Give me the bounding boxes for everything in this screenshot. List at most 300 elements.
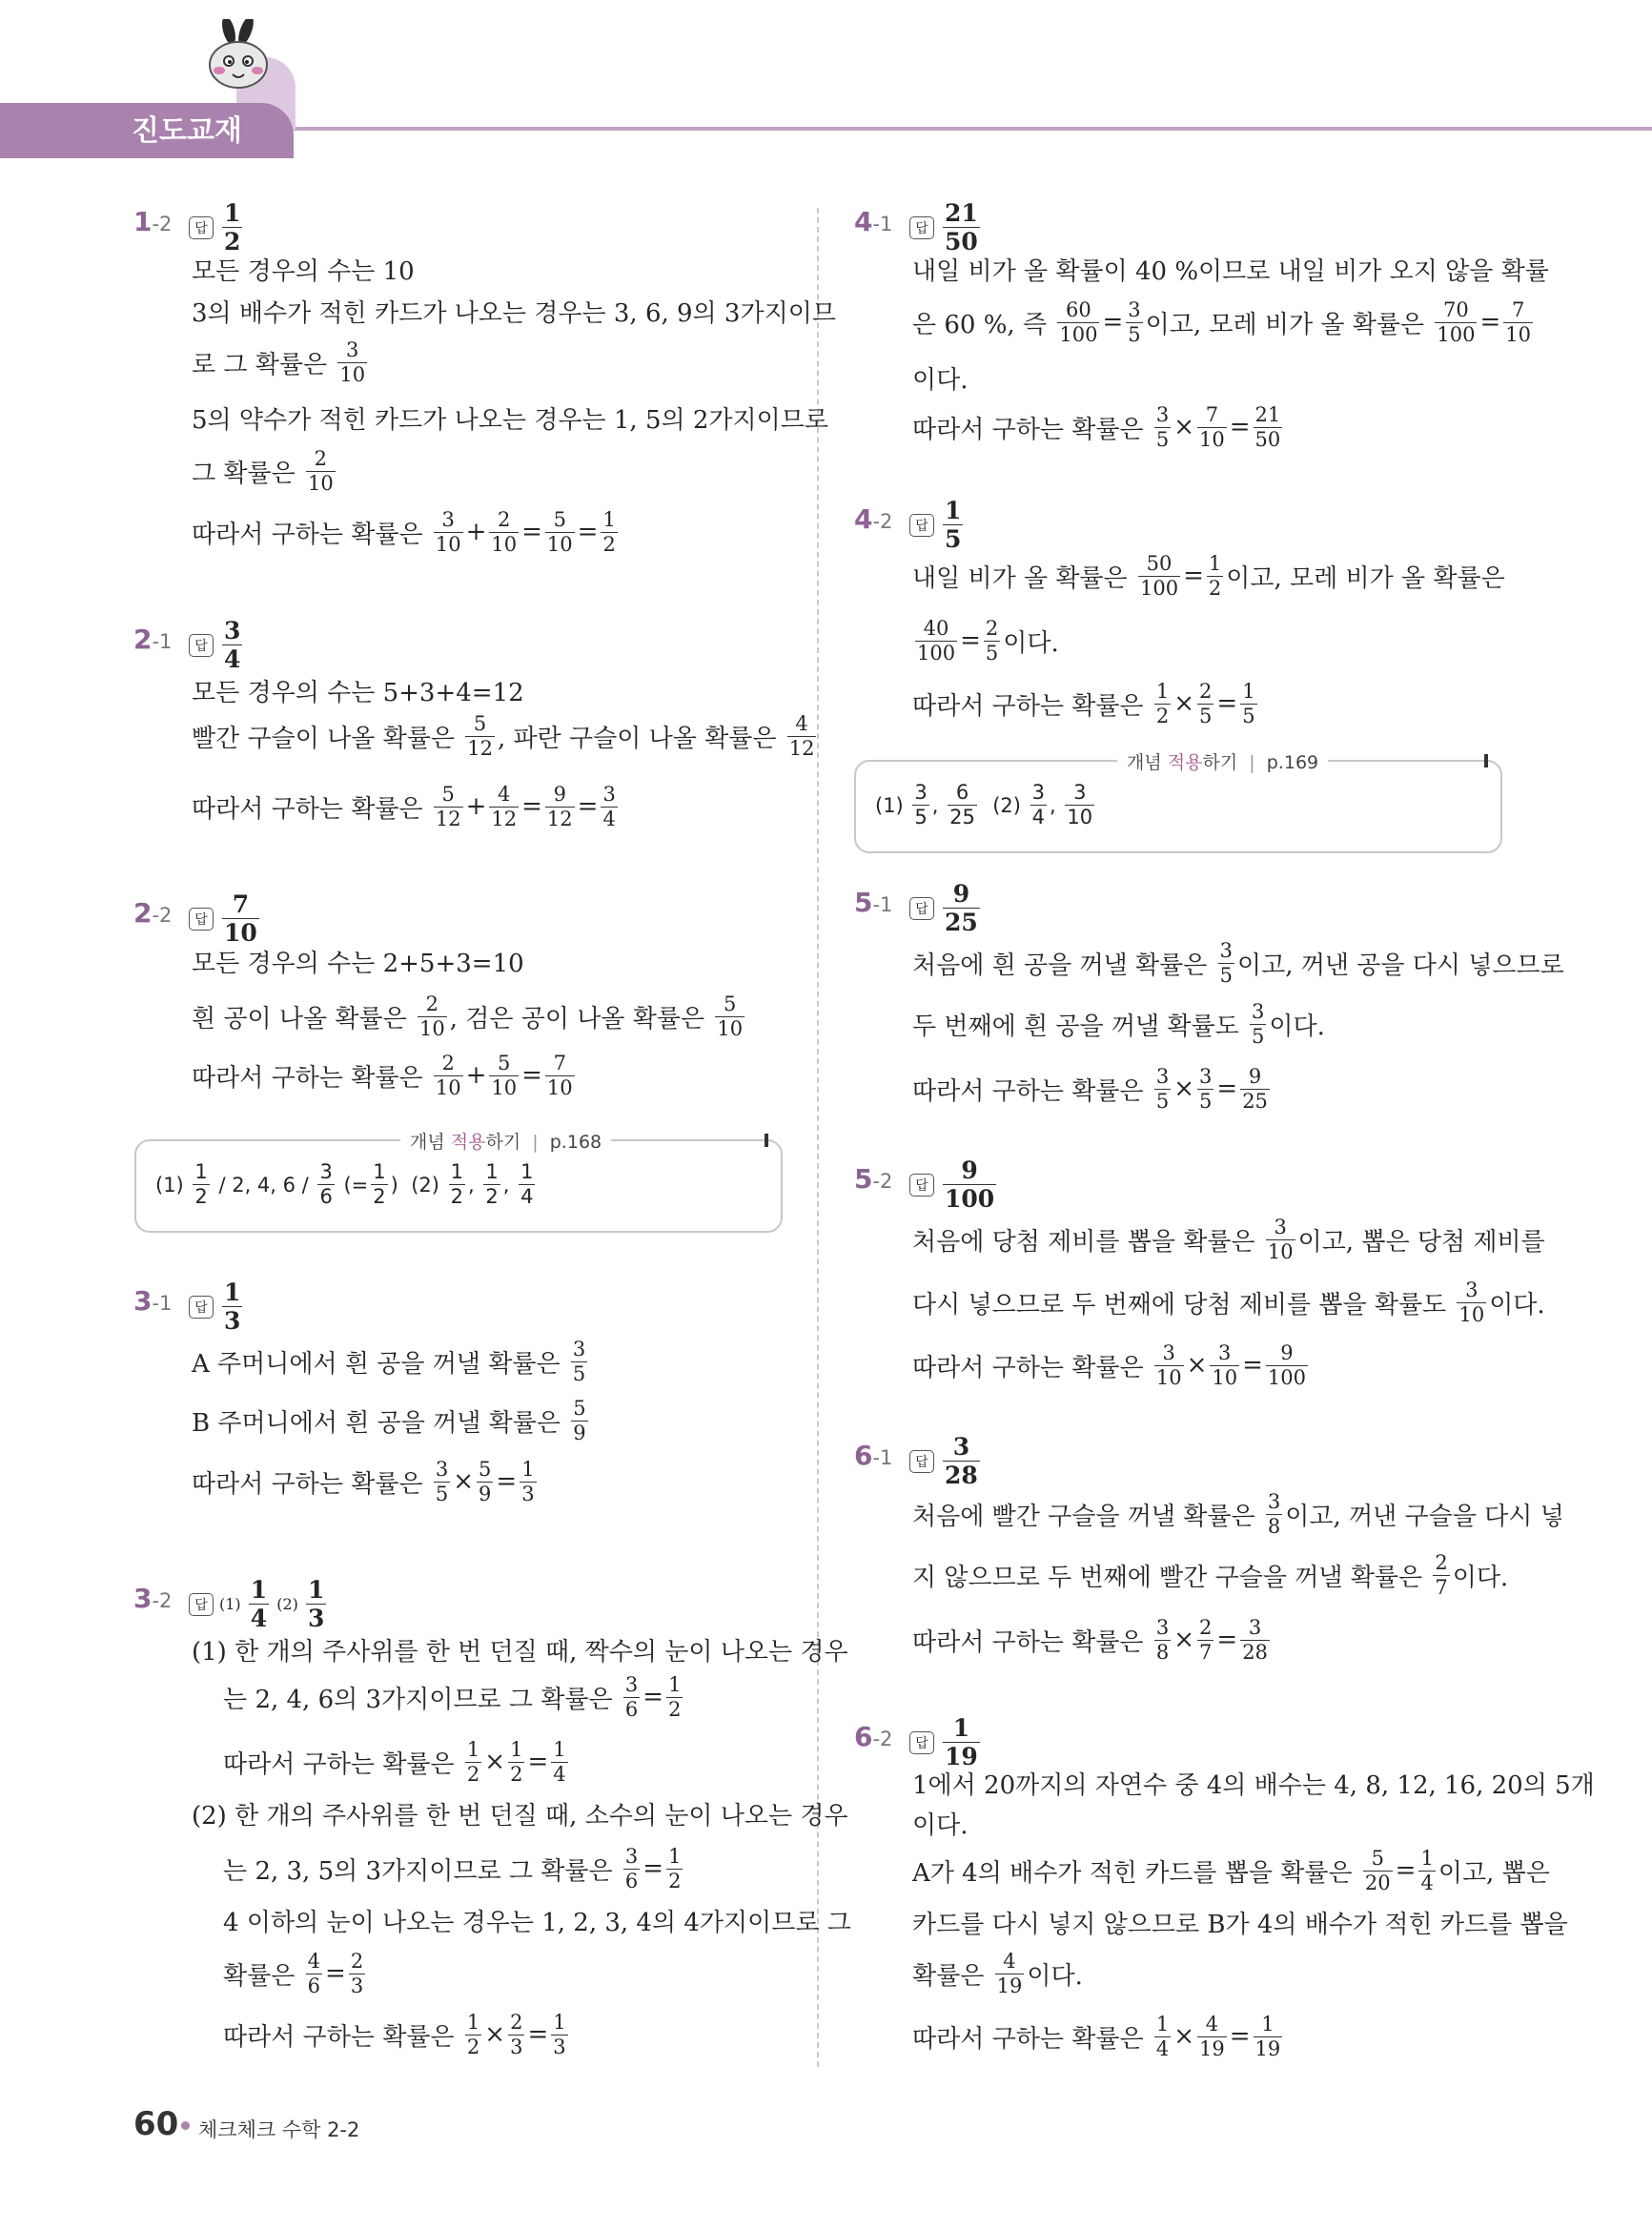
answer-mark-icon: 답 bbox=[909, 897, 934, 920]
numerator: 1 bbox=[1242, 679, 1255, 703]
denominator: 5 bbox=[1199, 704, 1213, 727]
numerator: 5 bbox=[498, 1051, 511, 1074]
solution-line bbox=[912, 1846, 1550, 1894]
fraction bbox=[1266, 1340, 1308, 1389]
text-run: 모든 경우의 수는 5+3+4=12 bbox=[192, 678, 524, 707]
fraction bbox=[306, 1578, 326, 1630]
solution-line bbox=[192, 1396, 591, 1444]
numerator: 3 bbox=[1073, 781, 1087, 804]
text-run: 따라서 구하는 확률은 bbox=[192, 1063, 431, 1093]
denominator: 12 bbox=[435, 807, 461, 830]
numerator: 1 bbox=[602, 507, 616, 531]
numerator: 3 bbox=[1219, 938, 1233, 962]
problem-number: 1-2 bbox=[133, 206, 173, 237]
fraction bbox=[601, 507, 617, 556]
text-run: 따라서 구하는 확률은 bbox=[912, 1627, 1152, 1657]
denominator: 4 bbox=[1155, 2036, 1170, 2060]
text-run: 따라서 구하는 확률은 bbox=[192, 1749, 462, 1779]
fraction bbox=[545, 782, 575, 830]
text-run: 두 번째에 흰 공을 꺼낼 확률도 bbox=[912, 1012, 1247, 1041]
fraction bbox=[545, 1051, 575, 1099]
numerator: 3 bbox=[624, 1844, 639, 1868]
text-run: 로 그 확률은 bbox=[192, 350, 336, 379]
numerator: 5 bbox=[573, 1396, 586, 1420]
numerator: 4 bbox=[1205, 2012, 1219, 2036]
fraction bbox=[984, 616, 1000, 665]
numerator: 1 bbox=[250, 1576, 268, 1604]
fraction bbox=[193, 1162, 209, 1207]
text-run: 이다. bbox=[1489, 1290, 1545, 1320]
text-run: 이다. bbox=[1003, 628, 1059, 658]
numerator: 9 bbox=[1248, 1064, 1262, 1088]
problem-number: 4-2 bbox=[854, 503, 893, 535]
fraction bbox=[249, 1578, 269, 1630]
numerator: 5 bbox=[553, 507, 566, 531]
text-run: + bbox=[465, 1061, 487, 1090]
fraction bbox=[1254, 2012, 1283, 2060]
text-run: 는 2, 3, 5의 3가지이므로 그 확률은 bbox=[192, 1856, 621, 1886]
solution-line bbox=[912, 1340, 1311, 1389]
answer-mark-icon: 답 bbox=[909, 1450, 934, 1473]
solution-line bbox=[192, 290, 836, 332]
fraction bbox=[465, 711, 495, 760]
solution-line bbox=[192, 711, 819, 760]
text-run: (2) bbox=[979, 793, 1028, 817]
text-run: (1) bbox=[155, 1173, 191, 1197]
denominator: 5 bbox=[1242, 704, 1255, 727]
text-run: × bbox=[484, 2020, 506, 2049]
header-rule bbox=[276, 127, 1652, 131]
answer-mark-icon: 답 bbox=[189, 216, 214, 239]
text-run: × bbox=[1173, 1626, 1195, 1654]
text-run: 5의 약수가 적힌 카드가 나오는 경우는 1, 5의 2가지이므로 bbox=[192, 405, 828, 435]
denominator: 4 bbox=[1420, 1871, 1434, 1894]
numerator: 4 bbox=[795, 711, 808, 735]
fraction bbox=[995, 1949, 1025, 1997]
denominator: 10 bbox=[491, 532, 518, 556]
numerator: 9 bbox=[961, 1156, 978, 1184]
numerator: 3 bbox=[319, 1160, 333, 1183]
numerator: 1 bbox=[1420, 1846, 1434, 1870]
fraction bbox=[1030, 783, 1047, 828]
denominator: 12 bbox=[546, 807, 573, 830]
numerator: 3 bbox=[224, 617, 241, 644]
denominator: 10 bbox=[435, 532, 461, 556]
text-run: 지 않으므로 두 번째에 빨간 구슬을 꺼낼 확률은 bbox=[912, 1563, 1431, 1592]
text-run: × bbox=[1173, 689, 1195, 718]
numerator: 3 bbox=[1267, 1489, 1281, 1513]
text-run: + bbox=[465, 518, 487, 546]
solution-line bbox=[192, 1899, 851, 1941]
denominator: 20 bbox=[1364, 1871, 1391, 1894]
fraction bbox=[601, 782, 617, 830]
fraction bbox=[222, 201, 242, 254]
fraction bbox=[434, 1457, 450, 1505]
denominator: 9 bbox=[479, 1482, 492, 1505]
solution-line bbox=[912, 1802, 969, 1844]
answer bbox=[909, 882, 983, 934]
answer-mark-icon: 답 bbox=[909, 216, 934, 239]
denominator: 6 bbox=[307, 1974, 321, 1997]
solution-line bbox=[192, 992, 747, 1040]
concept-apply-box bbox=[134, 1132, 783, 1233]
denominator: 2 bbox=[510, 1762, 523, 1786]
fraction bbox=[1207, 551, 1223, 600]
page-number: 60 bbox=[133, 2105, 179, 2143]
denominator: 100 bbox=[1059, 322, 1098, 346]
text-run: / 2, 4, 6 / bbox=[212, 1173, 316, 1197]
numerator: 2 bbox=[510, 2010, 523, 2034]
fraction bbox=[1418, 1846, 1435, 1894]
denominator: 3 bbox=[510, 2035, 523, 2058]
text-run: 확률은 bbox=[192, 1961, 303, 1991]
numerator: 2 bbox=[498, 507, 511, 531]
text-run: 따라서 구하는 확률은 bbox=[912, 2024, 1152, 2054]
denominator: 50 bbox=[945, 228, 978, 256]
numerator: 3 bbox=[624, 1672, 639, 1696]
text-run: 3의 배수가 적힌 카드가 나오는 경우는 3, 6, 9의 3가지이므 bbox=[192, 298, 836, 328]
denominator: 19 bbox=[945, 1743, 978, 1770]
denominator: 2 bbox=[1155, 704, 1170, 727]
text-run: 따라서 구하는 확률은 bbox=[912, 691, 1152, 721]
numerator: 21 bbox=[1254, 402, 1281, 426]
denominator: 9 bbox=[573, 1421, 586, 1444]
fraction bbox=[1435, 297, 1477, 346]
denominator: 10 bbox=[339, 362, 366, 386]
concept-apply-label: 개념 적용하기 | p.169 bbox=[1117, 748, 1328, 774]
numerator: 1 bbox=[521, 1457, 535, 1481]
text-run: 그 확률은 bbox=[192, 459, 303, 488]
fraction bbox=[371, 1162, 387, 1207]
denominator: 5 bbox=[1128, 322, 1141, 346]
text-run: , bbox=[502, 1173, 517, 1197]
numerator: 3 bbox=[1155, 1064, 1170, 1088]
solution-line bbox=[912, 1949, 1083, 1997]
text-run: = bbox=[325, 1959, 346, 1988]
numerator: 4 bbox=[307, 1949, 321, 1973]
fraction bbox=[1154, 2012, 1171, 2060]
fraction bbox=[1457, 1280, 1486, 1325]
text-run: 카드를 다시 넣지 않으므로 B가 4의 배수가 적힌 카드를 뽑을 bbox=[912, 1910, 1568, 1939]
numerator: 3 bbox=[1465, 1278, 1479, 1301]
text-run: 모든 경우의 수는 10 bbox=[192, 256, 415, 286]
denominator: 8 bbox=[1267, 1514, 1281, 1538]
answer-mark-icon: 답 bbox=[909, 1174, 934, 1197]
numerator: 1 bbox=[485, 1160, 499, 1183]
solution-line bbox=[192, 1337, 590, 1385]
fraction bbox=[1254, 402, 1283, 451]
fraction bbox=[1210, 1340, 1239, 1389]
solution-line bbox=[192, 1844, 685, 1892]
fraction bbox=[623, 1844, 640, 1892]
numerator: 1 bbox=[194, 1160, 208, 1183]
text-run: 빨간 구슬이 나올 확률은 bbox=[192, 724, 463, 753]
numerator: 3 bbox=[435, 1457, 449, 1481]
numerator: 3 bbox=[346, 338, 359, 361]
numerator: 7 bbox=[553, 1051, 566, 1074]
text-run: 는 2, 4, 6의 3가지이므로 그 확률은 bbox=[192, 1685, 621, 1714]
fraction bbox=[551, 1737, 567, 1786]
column-divider bbox=[817, 208, 819, 2067]
denominator: 100 bbox=[945, 1185, 995, 1213]
solution-line bbox=[912, 357, 969, 399]
numerator: 5 bbox=[473, 711, 487, 735]
numerator: 2 bbox=[350, 1949, 364, 1973]
fraction bbox=[912, 783, 928, 828]
text-run: 흰 공이 나올 확률은 bbox=[192, 1004, 415, 1033]
fraction bbox=[1266, 1489, 1282, 1538]
text-run: = bbox=[1102, 308, 1124, 337]
numerator: 50 bbox=[1146, 551, 1173, 575]
solution-line bbox=[192, 1792, 848, 1834]
fraction bbox=[520, 1457, 536, 1505]
text-run: = bbox=[527, 2020, 549, 2049]
answer-mark-icon: 답 bbox=[909, 514, 934, 537]
numerator: 3 bbox=[914, 781, 928, 804]
numerator: 2 bbox=[425, 992, 439, 1015]
denominator: 3 bbox=[350, 1974, 364, 1997]
fraction bbox=[483, 1162, 500, 1207]
fraction bbox=[306, 1949, 322, 1997]
numerator: 2 bbox=[1199, 1615, 1213, 1639]
text-run: × bbox=[1173, 413, 1195, 441]
text-run: = bbox=[521, 1061, 542, 1090]
denominator: 3 bbox=[224, 1307, 241, 1335]
fraction bbox=[434, 782, 463, 830]
solution-line bbox=[912, 1615, 1273, 1664]
numerator: 1 bbox=[510, 1737, 523, 1761]
concept-apply-box bbox=[854, 752, 1502, 853]
text-run: , bbox=[1050, 793, 1063, 817]
denominator: 10 bbox=[1458, 1302, 1485, 1326]
text-run: = bbox=[577, 792, 599, 821]
denominator: 3 bbox=[521, 1482, 535, 1505]
solution-line bbox=[192, 1949, 368, 1997]
solution-line bbox=[912, 1762, 1595, 1804]
numerator: 1 bbox=[520, 1160, 534, 1183]
denominator: 4 bbox=[224, 645, 241, 673]
text-run: = bbox=[1229, 413, 1251, 441]
fraction bbox=[1240, 679, 1256, 727]
text-run: 은 60 %, 즉 bbox=[912, 310, 1055, 339]
bunny-mascot-icon bbox=[191, 19, 286, 105]
denominator: 4 bbox=[553, 1762, 566, 1786]
problem-number: 2-2 bbox=[133, 897, 173, 929]
denominator: 5 bbox=[435, 1482, 449, 1505]
text-run: = bbox=[527, 1748, 549, 1776]
solution-line bbox=[912, 999, 1325, 1048]
fraction bbox=[465, 1737, 481, 1786]
answer bbox=[189, 1280, 245, 1333]
fraction bbox=[508, 1737, 524, 1786]
fraction bbox=[1197, 1615, 1214, 1664]
denominator: 5 bbox=[1155, 1089, 1170, 1113]
concept-apply-answers bbox=[155, 1162, 538, 1207]
text-run: × bbox=[484, 1748, 506, 1776]
answer bbox=[189, 619, 245, 671]
fraction bbox=[715, 994, 744, 1039]
denominator: 25 bbox=[945, 909, 978, 936]
text-run: A 주머니에서 흰 공을 꺼낼 확률은 bbox=[192, 1349, 568, 1379]
fraction bbox=[787, 711, 817, 760]
text-run: × bbox=[1173, 2022, 1195, 2051]
denominator: 2 bbox=[668, 1869, 682, 1892]
fraction bbox=[1065, 783, 1094, 828]
denominator: 2 bbox=[668, 1697, 682, 1721]
denominator: 10 bbox=[1155, 1365, 1182, 1389]
text-run: (1) 한 개의 주사위를 한 번 던질 때, 짝수의 눈이 나오는 경우 bbox=[192, 1637, 848, 1667]
numerator: 1 bbox=[952, 1714, 970, 1742]
text-run: = bbox=[960, 626, 981, 655]
text-run: = bbox=[1216, 1626, 1238, 1654]
text-run: 이다. bbox=[912, 365, 969, 395]
numerator: 3 bbox=[1251, 999, 1265, 1023]
numerator: 1 bbox=[373, 1160, 386, 1183]
numerator: 60 bbox=[1066, 297, 1091, 321]
denominator: 5 bbox=[1199, 1089, 1213, 1113]
fraction bbox=[551, 2010, 567, 2058]
solution-line bbox=[912, 1550, 1509, 1599]
numerator: 3 bbox=[1274, 1215, 1287, 1238]
denominator: 10 bbox=[546, 1075, 573, 1099]
solution-line bbox=[192, 2010, 571, 2058]
text-run: 확률은 bbox=[912, 1961, 992, 1991]
denominator: 10 bbox=[308, 471, 334, 495]
denominator: 100 bbox=[1437, 322, 1476, 346]
denominator: 12 bbox=[467, 736, 493, 760]
solution-line bbox=[912, 1278, 1545, 1326]
denominator: 5 bbox=[945, 525, 962, 553]
text-run: = bbox=[642, 1683, 664, 1711]
fraction bbox=[222, 1280, 242, 1333]
text-run: 이다. bbox=[1269, 1012, 1325, 1041]
denominator: 100 bbox=[1267, 1365, 1306, 1389]
fraction bbox=[1154, 402, 1171, 451]
denominator: 3 bbox=[553, 2035, 566, 2058]
denominator: 6 bbox=[624, 1697, 639, 1721]
numerator: 1 bbox=[553, 1737, 566, 1761]
fraction bbox=[1363, 1846, 1393, 1894]
numerator: 40 bbox=[923, 616, 949, 640]
numerator: 3 bbox=[1155, 402, 1170, 426]
fraction bbox=[1154, 679, 1171, 727]
denominator: 100 bbox=[1140, 576, 1179, 600]
footer-bullet bbox=[181, 2121, 190, 2130]
fraction bbox=[1250, 999, 1266, 1048]
denominator: 12 bbox=[491, 807, 518, 830]
numerator: 1 bbox=[224, 199, 241, 227]
denominator: 100 bbox=[917, 641, 956, 665]
fraction bbox=[1197, 1064, 1214, 1113]
text-run: × bbox=[453, 1467, 475, 1496]
answer bbox=[909, 1716, 983, 1769]
denominator: 25 bbox=[949, 806, 975, 829]
fraction bbox=[1154, 1615, 1171, 1664]
text-run: 1에서 20까지의 자연수 중 4의 배수는 4, 8, 12, 16, 20의 5개 bbox=[912, 1770, 1595, 1800]
numerator: 4 bbox=[498, 782, 511, 806]
denominator: 10 bbox=[224, 919, 257, 947]
fraction bbox=[418, 994, 447, 1039]
fraction bbox=[1154, 1340, 1184, 1389]
problem-number: 3-2 bbox=[133, 1583, 173, 1614]
numerator: 5 bbox=[479, 1457, 492, 1481]
solution-line bbox=[192, 507, 621, 556]
problem-number: 6-1 bbox=[854, 1440, 893, 1471]
fraction bbox=[943, 201, 980, 254]
text-run: = bbox=[1395, 1856, 1417, 1885]
fraction bbox=[489, 1051, 519, 1099]
fraction bbox=[489, 782, 519, 830]
numerator: 3 bbox=[572, 1337, 586, 1361]
box-tick-mark bbox=[1484, 754, 1488, 767]
text-run: 이다. bbox=[1027, 1961, 1083, 1991]
fraction bbox=[666, 1844, 683, 1892]
denominator: 4 bbox=[520, 1185, 534, 1208]
concept-apply-answers bbox=[875, 783, 1097, 828]
numerator: 7 bbox=[1511, 297, 1525, 321]
text-run: 따라서 구하는 확률은 bbox=[192, 794, 431, 824]
numerator: 1 bbox=[308, 1576, 325, 1604]
fraction bbox=[1218, 938, 1234, 987]
text-run: 이다. bbox=[1452, 1563, 1509, 1592]
fraction bbox=[489, 507, 519, 556]
text-run: 내일 비가 올 확률이 40 %이므로 내일 비가 오지 않을 확률 bbox=[912, 256, 1549, 286]
solution-line bbox=[192, 1051, 578, 1099]
numerator: 2 bbox=[1199, 679, 1213, 703]
answer bbox=[909, 1158, 999, 1211]
text-run: = bbox=[577, 518, 599, 546]
numerator: 1 bbox=[1261, 2012, 1275, 2036]
solution-line bbox=[912, 1064, 1273, 1113]
fraction bbox=[943, 499, 963, 551]
fraction bbox=[317, 1162, 334, 1207]
solution-line bbox=[192, 1628, 848, 1670]
numerator: 3 bbox=[1218, 1340, 1232, 1364]
denominator: 2 bbox=[194, 1185, 208, 1208]
denominator: 50 bbox=[1254, 427, 1281, 451]
fraction bbox=[1154, 1064, 1171, 1113]
text-run: 이다. bbox=[912, 1811, 969, 1840]
fraction bbox=[1126, 297, 1142, 346]
numerator: 1 bbox=[450, 1160, 463, 1183]
answer bbox=[909, 499, 966, 551]
text-run: 이고, 모레 비가 올 확률은 bbox=[1226, 563, 1505, 593]
answer bbox=[909, 201, 983, 254]
numerator: 2 bbox=[314, 446, 328, 470]
numerator: 3 bbox=[1248, 1615, 1262, 1639]
fraction bbox=[434, 1051, 463, 1099]
denominator: 5 bbox=[914, 806, 928, 829]
answer-mark-icon: 답 bbox=[909, 1731, 934, 1754]
fraction bbox=[222, 619, 242, 671]
solution-line bbox=[912, 2012, 1285, 2060]
solution-line bbox=[192, 397, 828, 439]
numerator: 2 bbox=[1435, 1550, 1448, 1574]
text-run: 이고, 꺼낸 구슬을 다시 넣 bbox=[1285, 1502, 1564, 1531]
text-run: 4 이하의 눈이 나오는 경우는 1, 2, 3, 4의 4가지이므로 그 bbox=[192, 1908, 851, 1937]
numerator: 3 bbox=[1128, 297, 1141, 321]
solution-line bbox=[912, 1489, 1564, 1538]
text-run: , bbox=[931, 793, 946, 817]
fraction bbox=[571, 1337, 587, 1385]
numerator: 3 bbox=[602, 782, 616, 806]
numerator: 1 bbox=[1155, 679, 1170, 703]
denominator: 4 bbox=[602, 807, 616, 830]
numerator: 21 bbox=[945, 199, 978, 227]
denominator: 10 bbox=[1212, 1365, 1238, 1389]
problem-number: 4-1 bbox=[854, 206, 893, 237]
text-run: 내일 비가 올 확률은 bbox=[912, 563, 1135, 593]
